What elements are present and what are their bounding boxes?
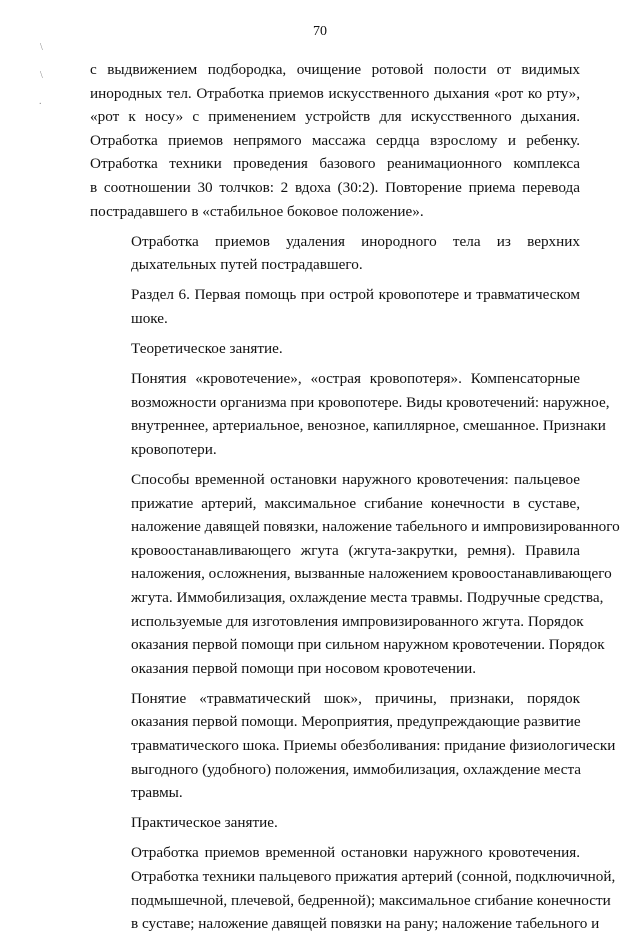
- paragraph: [90, 367, 610, 461]
- text-line: жгута. Иммобилизация, охлаждение места травмы. Подручные средства,: [131, 588, 604, 606]
- text-line: подмышечной, плечевой, бедренной); максимальное сгибание конечности: [131, 891, 611, 909]
- text-line: Отработка техники проведения базового реанимационного комплекса: [90, 155, 580, 173]
- paragraph: [90, 468, 620, 680]
- text-line: используемые для изготовления импровизированного жгута. Порядок: [131, 612, 584, 630]
- text-line: в суставе; наложение давящей повязки на рану; наложение табельного и: [131, 915, 600, 933]
- paragraph: [90, 283, 580, 330]
- text-line: оказания первой помощи. Мероприятия, предупреждающие развитие: [131, 713, 581, 731]
- paragraph: [90, 841, 616, 935]
- text-line: выгодного (удобного) положения, иммобилизация, охлаждение места: [131, 760, 582, 778]
- paragraph: [90, 58, 580, 223]
- page-number: 70: [313, 24, 327, 39]
- text-line: Отработка приемов временной остановки наружного кровотечения.: [131, 844, 580, 862]
- paragraph: [90, 230, 580, 277]
- scan-mark: \: [40, 70, 43, 81]
- text-line: Способы временной остановки наружного кровотечения: пальцевое: [131, 471, 580, 488]
- text-line: Понятия «кровотечение», «острая кровопотеря». Компенсаторные: [131, 370, 580, 388]
- text-line: кровопотери.: [131, 440, 217, 458]
- text-line: «рот к носу» с применением устройств для искусственного дыхания.: [90, 108, 580, 126]
- scan-mark: \: [40, 42, 43, 53]
- text-line: инородных тел. Отработка приемов искусственного дыхания «рот ко рту»,: [90, 84, 580, 102]
- text-line: шоке.: [131, 309, 168, 327]
- text-line: Отработка техники пальцевого прижатия артерий (сонной, подключичной,: [131, 868, 616, 885]
- text-line: пострадавшего в «стабильное боковое положение».: [90, 202, 424, 220]
- text-line: кровоостанавливающего жгута (жгута-закрутки, ремня). Правила: [131, 541, 580, 559]
- text-line: наложение давящей повязки, наложение табельного и импровизированного: [131, 518, 620, 536]
- paragraph: [90, 687, 616, 805]
- paragraph: [90, 337, 580, 361]
- text-line: травмы.: [131, 784, 183, 802]
- text-line: прижатие артерий, максимальное сгибание конечности в суставе,: [131, 494, 580, 512]
- paragraph: [90, 811, 580, 835]
- text-line: наложения, осложнения, вызванные наложением кровоостанавливающего: [131, 565, 612, 583]
- text-line: Теоретическое занятие.: [131, 340, 283, 358]
- text-line: оказания первой помощи при носовом кровотечении.: [131, 659, 477, 677]
- text-line: Понятие «травматический шок», причины, признаки, порядок: [131, 689, 580, 707]
- text-line: внутреннее, артериальное, венозное, капиллярное, смешанное. Признаки: [131, 417, 606, 435]
- text-line: Отработка приемов непрямого массажа сердца взрослому и ребенку.: [90, 131, 580, 149]
- text-line: возможности организма при кровопотере. Виды кровотечений: наружное,: [131, 393, 610, 411]
- scan-mark: .: [39, 96, 42, 107]
- document-body: [90, 58, 620, 942]
- text-line: дыхательных путей пострадавшего.: [131, 256, 363, 274]
- text-line: с выдвижением подбородка, очищение ротовой полости от видимых: [90, 61, 580, 78]
- text-line: оказания первой помощи при сильном наружном кровотечении. Порядок: [131, 636, 605, 654]
- text-line: Раздел 6. Первая помощь при острой кровопотере и травматическом: [131, 286, 580, 304]
- text-line: Отработка приемов удаления инородного тела из верхних: [131, 232, 580, 250]
- text-line: в соотношении 30 толчков: 2 вдоха (30:2). Повторение приема перевода: [90, 178, 580, 196]
- text-line: Практическое занятие.: [131, 814, 278, 832]
- text-line: травматического шока. Приемы обезболивания: придание физиологически: [131, 737, 616, 755]
